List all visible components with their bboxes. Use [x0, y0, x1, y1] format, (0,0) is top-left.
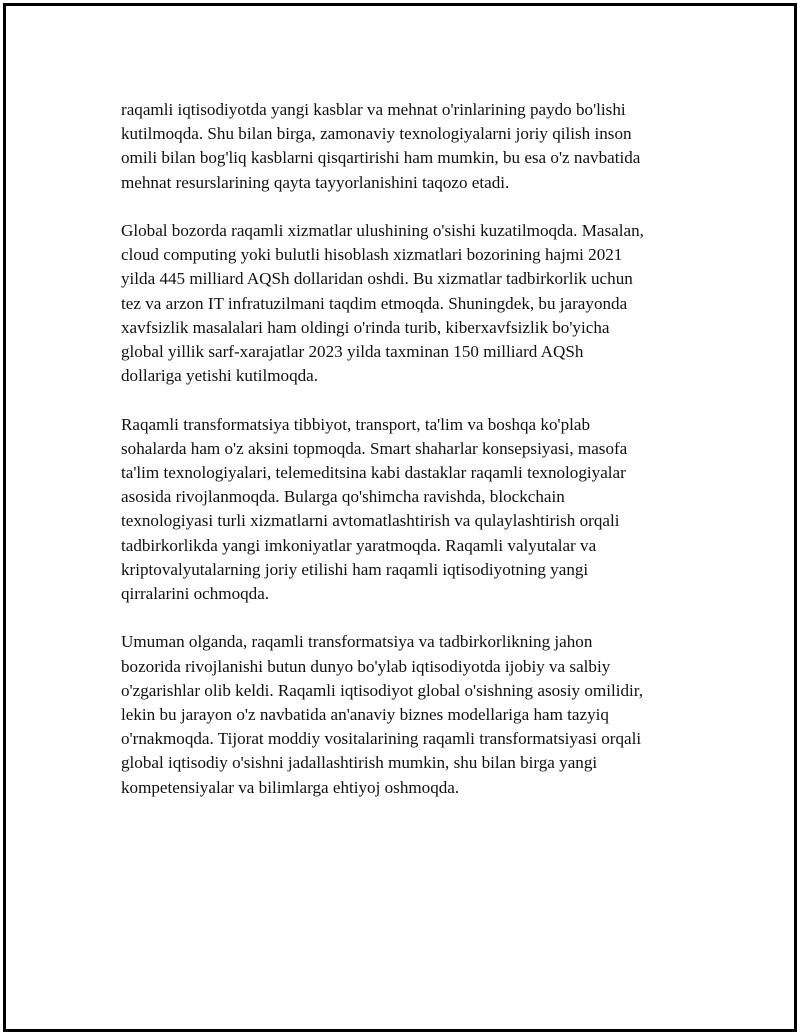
paragraph [121, 630, 696, 799]
text-line: texnologiyasi turli xizmatlarni avtomatlashtirish va qulaylashtirish orqali [121, 511, 620, 531]
text-line: ta'lim texnologiyalari, telemeditsina kabi dastaklar raqamli texnologiyalar [121, 463, 626, 483]
text-line: asosida rivojlanmoqda. Bularga qo'shimcha ravishda, blockchain [121, 487, 565, 507]
text-line: yilda 445 milliard AQSh dollaridan oshdi. Bu xizmatlar tadbirkorlik uchun [121, 269, 633, 289]
text-line: o'rnakmoqda. Tijorat moddiy vositalarining raqamli transformatsiyasi orqali [121, 729, 642, 749]
text-line: global yillik sarf-xarajatlar 2023 yilda taxminan 150 milliard AQSh [121, 342, 584, 362]
text-line: Global bozorda raqamli xizmatlar ulushining o'sishi kuzatilmoqda. Masalan, [121, 221, 644, 240]
text-line: tadbirkorlikda yangi imkoniyatlar yaratmoqda. Raqamli valyutalar va [121, 535, 597, 555]
text-line: global iqtisodiy o'sishni jadallashtirish mumkin, shu bilan birga yangi [121, 753, 598, 773]
text-line: o'zgarishlar olib keldi. Raqamli iqtisodiyot global o'sishning asosiy omilidir, [121, 680, 644, 700]
paragraph [121, 219, 696, 388]
paragraph [121, 413, 696, 607]
text-line: bozorida rivojlanishi butun dunyo bo'ylab iqtisodiyotda ijobiy va salbiy [121, 656, 611, 676]
text-line: omili bilan bog'liq kasblarni qisqartirishi ham mumkin, bu esa o'z navbatida [121, 148, 641, 168]
text-line: xavfsizlik masalalari ham oldingi o'rinda turib, kiberxavfsizlik bo'yicha [121, 317, 610, 337]
text-line: kompetensiyalar va bilimlarga ehtiyoj oshmoqda. [121, 777, 460, 797]
text-line: kutilmoqda. Shu bilan birga, zamonaviy texnologiyalarni joriy qilish inson [121, 124, 632, 144]
text-line: mehnat resurslarining qayta tayyorlanishini taqozo etadi. [121, 172, 510, 192]
text-line: Umuman olganda, raqamli transformatsiya va tadbirkorlikning jahon [121, 632, 593, 652]
paragraph [121, 98, 696, 195]
text-line: dollariga yetishi kutilmoqda. [121, 366, 319, 386]
text-line: lekin bu jarayon o'z navbatida an'anaviy biznes modellariga ham tazyiq [121, 705, 609, 725]
text-line: tez va arzon IT infratuzilmani taqdim etmoqda. Shuningdek, bu jarayonda [121, 293, 628, 313]
text-line: qirralarini ochmoqda. [121, 584, 270, 604]
text-line: Raqamli transformatsiya tibbiyot, transport, ta'lim va boshqa ko'plab [121, 414, 591, 434]
text-line: cloud computing yoki bulutli hisoblash xizmatlari bozorining hajmi 2021 [121, 245, 623, 265]
text-line: sohalarda ham o'z aksini topmoqda. Smart shaharlar konsepsiyasi, masofa [121, 438, 628, 458]
text-line: kriptovalyutalarning joriy etilishi ham raqamli iqtisodiyotning yangi [121, 559, 589, 579]
document-body [121, 98, 696, 824]
text-line: raqamli iqtisodiyotda yangi kasblar va mehnat o'rinlarining paydo bo'lishi [121, 100, 626, 119]
page-frame [3, 3, 797, 1032]
